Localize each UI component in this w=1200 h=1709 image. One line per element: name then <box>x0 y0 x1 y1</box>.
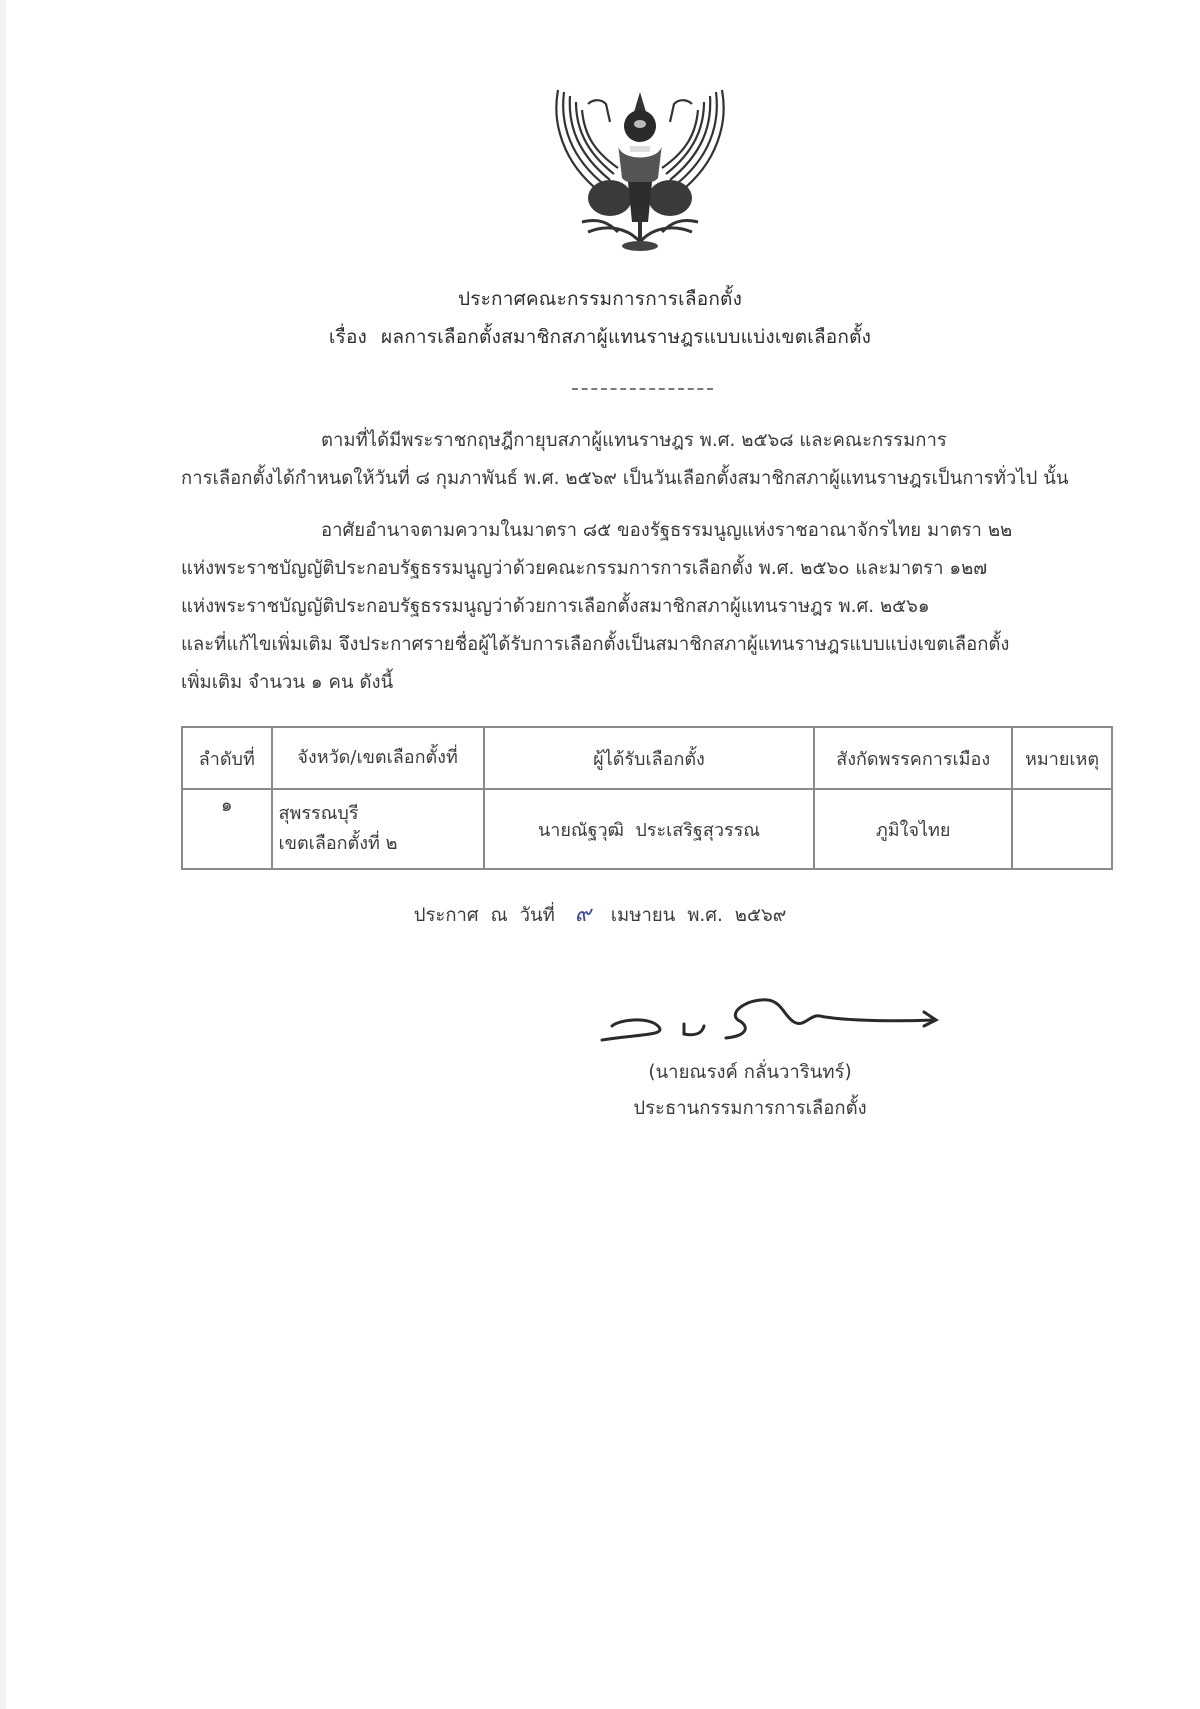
paragraph-line: ตามที่ได้มีพระราชกฤษฎีกายุบสภาผู้แทนราษฎร พ.ศ. ๒๕๖๘ และคณะกรรมการ <box>321 430 947 451</box>
paragraph-authority <box>181 512 1112 702</box>
paragraph-line: อาศัยอำนาจตามความในมาตรา ๘๕ ของรัฐธรรมนูญแห่งราชอาณาจักรไทย มาตรา ๒๒ <box>321 520 1013 541</box>
garuda-emblem-icon <box>548 82 732 254</box>
dashed-separator <box>572 388 713 390</box>
signer-name: (นายณรงค์ กลั่นวารินทร์) <box>648 1062 852 1083</box>
paragraph-line: เพิ่มเติม จำนวน ๑ คน ดังนี้ <box>181 672 394 693</box>
cell-district: เขตเลือกตั้งที่ ๒ <box>278 833 398 854</box>
cell-province-district <box>272 789 484 869</box>
paragraph-preamble <box>181 422 1112 498</box>
date-prefix: ประกาศ ณ วันที่ <box>413 905 555 926</box>
subject-text: ผลการเลือกตั้งสมาชิกสภาผู้แทนราษฎรแบบแบ่งเขตเลือกตั้ง <box>381 326 872 348</box>
paragraph-line: แห่งพระราชบัญญัติประกอบรัฐธรรมนูญว่าด้วยการเลือกตั้งสมาชิกสภาผู้แทนราษฎร พ.ศ. ๒๕๖๑ <box>181 596 930 617</box>
document-title: ประกาศคณะกรรมการการเลือกตั้ง <box>457 288 743 310</box>
announcement-date <box>0 896 1200 931</box>
header-province-district: จังหวัด/เขตเลือกตั้งที่ <box>272 727 484 789</box>
table-row <box>182 789 1112 869</box>
date-month-year: เมษายน พ.ศ. ๒๕๖๙ <box>610 905 787 926</box>
paragraph-line: แห่งพระราชบัญญัติประกอบรัฐธรรมนูญว่าด้วยคณะกรรมการการเลือกตั้ง พ.ศ. ๒๕๖๐ และมาตรา ๑๒๗ <box>181 558 988 579</box>
signer-position: ประธานกรรมการการเลือกตั้ง <box>633 1098 867 1119</box>
signature-icon <box>598 990 958 1050</box>
header-order: ลำดับที่ <box>182 727 272 789</box>
subject-label: เรื่อง <box>328 326 368 348</box>
cell-remarks <box>1012 789 1112 869</box>
page-edge <box>0 0 6 1709</box>
handwritten-day: ๙ <box>574 902 591 927</box>
cell-province: สุพรรณบุรี <box>278 803 359 824</box>
cell-elected-name: นายณัฐวุฒิ ประเสริฐสุวรรณ <box>484 789 815 869</box>
header-political-party: สังกัดพรรคการเมือง <box>814 727 1012 789</box>
paragraph-line: และที่แก้ไขเพิ่มเติม จึงประกาศรายชื่อผู้ได้รับการเลือกตั้งเป็นสมาชิกสภาผู้แทนราษฎรแบบแบ่งเขตเลือกตั้ง <box>181 634 1010 655</box>
table-header-row <box>182 727 1112 789</box>
election-results-table <box>181 726 1113 870</box>
header-remarks: หมายเหตุ <box>1012 727 1112 789</box>
cell-party: ภูมิใจไทย <box>814 789 1012 869</box>
paragraph-line: การเลือกตั้งได้กำหนดให้วันที่ ๘ กุมภาพันธ์ พ.ศ. ๒๕๖๙ เป็นวันเลือกตั้งสมาชิกสภาผู้แทนราษฎรเป็นการทั่วไป นั้น <box>181 468 1069 489</box>
document-subject <box>0 322 1200 352</box>
header-elected-person: ผู้ได้รับเลือกตั้ง <box>484 727 815 789</box>
cell-order: ๑ <box>182 789 272 869</box>
